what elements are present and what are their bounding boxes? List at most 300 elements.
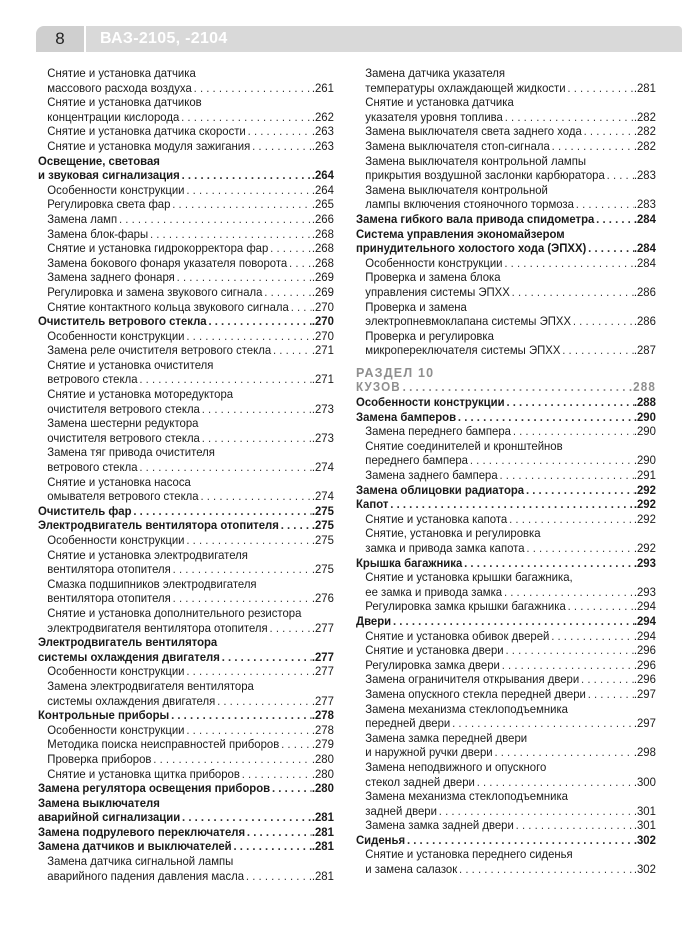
section-title-text: КУЗОВ (356, 380, 401, 395)
toc-entry-text: Освещение, световая (38, 153, 160, 168)
leader-dots (498, 468, 634, 483)
toc-entry[interactable] (356, 512, 656, 527)
leader-dots (279, 737, 312, 752)
toc-entry-text: Снятие и установка датчика (365, 95, 514, 110)
toc-entry[interactable] (38, 139, 334, 154)
toc-entry-text: электродвигателя вентилятора отопителя (47, 620, 268, 635)
toc-entry-page: .270 (311, 328, 334, 343)
toc-entry[interactable] (356, 760, 656, 789)
toc-entry-text: Замена выключателя стоп-сигнала (365, 138, 550, 153)
toc-entry[interactable] (356, 468, 656, 483)
toc-entry-text: указателя уровня топлива (365, 109, 503, 124)
leader-dots (579, 672, 634, 687)
leader-dots (289, 300, 312, 315)
toc-entry[interactable] (356, 329, 656, 358)
toc-entry[interactable] (38, 95, 334, 124)
toc-entry[interactable] (356, 687, 656, 702)
leader-dots (388, 497, 633, 512)
toc-entry-page: .284 (633, 211, 656, 226)
toc-entry-text: очистителя ветрового стекла (47, 430, 200, 445)
toc-heading-entry[interactable] (38, 154, 334, 183)
toc-entry[interactable] (38, 358, 334, 387)
toc-entry[interactable] (38, 533, 334, 548)
leader-dots (132, 504, 312, 519)
toc-entry-page: .261 (311, 80, 334, 95)
toc-entry-text: Крышка багажника (356, 555, 463, 570)
toc-entry-page: .275 (311, 562, 334, 577)
toc-entry-text: Замена подрулевого переключателя (38, 824, 246, 839)
toc-entry-text: замка и привода замка капота (365, 541, 525, 555)
toc-entry-text: вентилятора отопителя (47, 562, 171, 577)
leader-dots (185, 664, 312, 679)
toc-entry-page: .286 (633, 314, 656, 329)
toc-entry-text: ветрового стекла (47, 460, 138, 475)
toc-entry-text: Методика поиска неисправностей приборов (47, 737, 280, 752)
toc-entry-text: ветрового стекла (47, 372, 138, 387)
toc-entry-text: задней двери (365, 803, 437, 818)
toc-entry[interactable] (356, 643, 656, 658)
toc-heading-entry[interactable] (38, 796, 334, 825)
toc-entry-page: .274 (311, 460, 334, 475)
leader-dots (560, 343, 633, 358)
toc-entry-page: .262 (311, 109, 334, 124)
leader-dots (232, 839, 312, 854)
toc-entry-text: Снятие, установка и регулировка (365, 526, 541, 541)
toc-entry[interactable] (38, 577, 334, 606)
toc-entry-text: Особенности конструкции (47, 328, 185, 343)
toc-heading-entry[interactable] (38, 635, 334, 664)
toc-entry-page: .294 (633, 599, 656, 614)
leader-dots (262, 285, 311, 300)
toc-entry-text: массового расхода воздуха (47, 80, 192, 95)
leader-dots (180, 168, 312, 183)
toc-entry-page: .290 (633, 409, 656, 424)
toc-entry-text: микропереключателя системы ЭПХХ (365, 343, 561, 358)
toc-entry-page: .278 (311, 722, 334, 737)
toc-entry-text: Снятие и установка датчика скорости (47, 124, 246, 139)
toc-entry-text: Особенности конструкции (356, 395, 505, 410)
toc-entry-page: .274 (311, 489, 334, 504)
toc-entry-text: Замена выключателя контрольной (365, 182, 548, 197)
toc-entry[interactable] (38, 548, 334, 577)
toc-heading-entry[interactable] (38, 708, 334, 723)
toc-entry-text: Замена опускного стекла передней двери (365, 686, 586, 701)
toc-entry-page: .296 (633, 672, 656, 687)
leader-dots (391, 614, 634, 629)
toc-entry-text: стекол задней двери (365, 774, 475, 789)
toc-entry-text: Снятие и установка электродвигателя (47, 547, 248, 562)
toc-entry-text: Замена ламп (47, 211, 118, 226)
toc-entry-text: Снятие и установка гидрокорректора фар (47, 241, 269, 256)
leader-dots (437, 804, 634, 819)
toc-entry-page: .263 (311, 138, 334, 153)
toc-entry-text: Электродвигатель вентилятора отопителя (38, 518, 279, 533)
toc-heading-entry[interactable] (356, 227, 656, 256)
toc-entry-text: Замена выключателя света заднего хода (365, 124, 582, 139)
toc-entry[interactable] (356, 256, 656, 271)
leader-dots (462, 556, 634, 571)
toc-entry[interactable] (38, 183, 334, 198)
toc-entry[interactable] (38, 285, 334, 300)
leader-dots (549, 629, 633, 644)
toc-entry-page: .296 (633, 657, 656, 672)
toc-entry-page: .268 (311, 255, 334, 270)
toc-entry-page: .264 (311, 182, 334, 197)
section-page: .288 (628, 380, 656, 395)
toc-entry-text: Замена переднего бампера (365, 424, 511, 439)
leader-dots (456, 410, 634, 425)
toc-entry-page: .287 (633, 343, 656, 358)
leader-dots (566, 81, 634, 96)
toc-heading-entry[interactable] (356, 614, 656, 629)
toc-entry-text: Регулировка света фар (47, 197, 171, 212)
leader-dots (271, 343, 312, 358)
toc-entry-text: Снятие и установка очистителя (47, 357, 214, 372)
leader-dots (180, 810, 312, 825)
toc-entry[interactable] (356, 526, 656, 555)
toc-entry-page: .297 (633, 716, 656, 731)
toc-entry-page: .300 (633, 774, 656, 789)
toc-entry-text: Проверка и замена (365, 299, 467, 314)
leader-dots (586, 687, 634, 702)
toc-entry-text: лампы включения стояночного тормоза (365, 197, 574, 212)
leader-dots (200, 431, 312, 446)
leader-dots (215, 694, 312, 709)
toc-entry-text: Снятие соединителей и кронштейнов (365, 438, 563, 453)
toc-entry-text: Замена выключателя (38, 795, 160, 810)
page-header (36, 26, 682, 52)
toc-entry[interactable] (356, 789, 656, 818)
toc-entry-page: .296 (633, 643, 656, 658)
toc-entry-text: системы охлаждения двигателя (47, 693, 216, 708)
leader-dots (450, 716, 634, 731)
toc-entry[interactable] (38, 606, 334, 635)
toc-heading-entry[interactable] (38, 825, 334, 840)
toc-entry-text: и наружной ручки двери (365, 745, 493, 760)
toc-entry-text: Особенности конструкции (47, 722, 185, 737)
toc-entry-text: Замена механизма стеклоподъемника (365, 789, 568, 804)
toc-entry-text: Снятие и установка датчиков (47, 95, 202, 110)
toc-entry[interactable] (38, 329, 334, 344)
toc-entry[interactable] (356, 599, 656, 614)
leader-dots (279, 518, 312, 533)
toc-entry[interactable] (38, 343, 334, 358)
toc-heading-entry[interactable] (38, 314, 334, 329)
toc-heading-entry[interactable] (38, 518, 334, 533)
toc-entry-page: .280 (311, 766, 334, 781)
toc-entry-page: .284 (633, 255, 656, 270)
toc-entry[interactable] (38, 66, 334, 95)
toc-entry-text: Замена блок-фары (47, 226, 149, 241)
leader-dots (511, 424, 634, 439)
toc-entry-page: .271 (311, 372, 334, 387)
leader-dots (185, 723, 312, 738)
toc-entry-page: .301 (633, 803, 656, 818)
section-label: РАЗДЕЛ 10 (356, 365, 435, 380)
toc-entry-page: .282 (633, 124, 656, 139)
toc-entry-page: .284 (633, 241, 656, 256)
toc-entry-page: .282 (633, 109, 656, 124)
toc-entry-text: системы охлаждения двигателя (38, 649, 220, 664)
toc-entry-text: ее замка и привода замка (365, 584, 503, 599)
leader-dots (401, 380, 629, 395)
toc-entry-page: .278 (311, 708, 334, 723)
toc-entry-text: Очиститель фар (38, 503, 132, 518)
toc-entry[interactable] (38, 445, 334, 474)
toc-entry-page: .279 (311, 737, 334, 752)
toc-entry[interactable] (38, 767, 334, 782)
toc-entry[interactable] (356, 270, 656, 299)
toc-entry-text: омывателя ветрового стекла (47, 489, 199, 504)
toc-entry[interactable] (356, 731, 656, 760)
toc-entry-page: .293 (633, 555, 656, 570)
leader-dots (185, 183, 312, 198)
toc-entry-text: Снятие и установка дополнительного резистора (47, 605, 302, 620)
toc-entry-page: .277 (311, 649, 334, 664)
toc-entry-page: .301 (633, 818, 656, 833)
leader-dots (594, 212, 634, 227)
toc-entry-page: .293 (633, 584, 656, 599)
toc-entry-text: Очиститель ветрового стекла (38, 314, 207, 329)
toc-heading-entry[interactable] (38, 504, 334, 519)
toc-entry[interactable] (356, 629, 656, 644)
toc-entry[interactable] (38, 679, 334, 708)
toc-entry-page: .290 (633, 453, 656, 468)
leader-dots (171, 562, 312, 577)
leader-dots (500, 658, 634, 673)
toc-entry-text: Снятие и установка щитка приборов (47, 766, 240, 781)
leader-dots (185, 329, 312, 344)
toc-entry-text: и замена салазок (365, 862, 458, 877)
running-title: ВАЗ-2105, -2104 (100, 30, 228, 47)
toc-entry-page: .275 (311, 503, 334, 518)
leader-dots (507, 512, 634, 527)
toc-heading-entry[interactable] (356, 556, 656, 571)
toc-entry-page: .275 (311, 518, 334, 533)
toc-entry-text: Снятие и установка переднего сиденья (365, 847, 573, 862)
toc-heading-entry[interactable] (38, 781, 334, 796)
leader-dots (524, 483, 634, 498)
toc-entry-text: Электродвигатель вентилятора (38, 635, 218, 650)
toc-heading-entry[interactable] (356, 395, 656, 410)
toc-entry[interactable] (356, 672, 656, 687)
toc-entry[interactable] (38, 124, 334, 139)
toc-heading-entry[interactable] (38, 839, 334, 854)
toc-entry-text: Особенности конструкции (365, 255, 503, 270)
toc-entry-text: Регулировка замка крышки багажника (365, 599, 566, 614)
toc-entry-text: переднего бампера (365, 453, 468, 468)
toc-entry[interactable] (38, 197, 334, 212)
leader-dots (220, 650, 312, 665)
toc-entry-text: Снятие и установка двери (365, 643, 504, 658)
toc-entry[interactable] (356, 95, 656, 124)
toc-entry[interactable] (38, 300, 334, 315)
toc-entry[interactable] (356, 570, 656, 599)
toc-entry[interactable] (38, 241, 334, 256)
toc-entry-text: Особенности конструкции (47, 533, 185, 547)
toc-left-column (38, 66, 334, 883)
toc-entry-text: Смазка подшипников электродвигателя (47, 576, 257, 591)
toc-entry-text: температуры охлаждающей жидкости (365, 80, 566, 95)
toc-entry-text: электропневмоклапана системы ЭПХХ (365, 314, 572, 329)
leader-dots (246, 124, 312, 139)
toc-entry[interactable] (356, 183, 656, 212)
toc-entry[interactable] (38, 737, 334, 752)
toc-entry[interactable] (356, 424, 656, 439)
leader-dots (405, 833, 634, 848)
toc-entry[interactable] (38, 270, 334, 285)
page-number: 8 (36, 26, 84, 52)
toc-entry-page: .281 (633, 80, 656, 95)
leader-dots (244, 869, 312, 884)
leader-dots (514, 818, 634, 833)
toc-entry-page: .277 (311, 693, 334, 708)
toc-entry[interactable] (356, 658, 656, 673)
toc-entry-text: управления системы ЭПХХ (365, 284, 510, 299)
toc-entry-text: Проверка и регулировка (365, 328, 494, 343)
toc-entry-page: .268 (311, 241, 334, 256)
section-title[interactable] (356, 380, 656, 395)
running-title-bar (86, 26, 682, 52)
toc-entry-text: Замена бамперов (356, 409, 457, 424)
toc-entry[interactable] (356, 702, 656, 731)
toc-entry-text: Снятие и установка датчика (47, 66, 196, 80)
leader-dots (475, 775, 634, 790)
toc-entry-text: и звуковая сигнализация (38, 168, 180, 183)
leader-dots (200, 402, 312, 417)
toc-entry-text: Снятие и установка насоса (47, 474, 191, 489)
toc-entry-text: Система управления экономайзером (356, 226, 565, 241)
toc-entry-page: .292 (633, 541, 656, 555)
toc-entry-text: Замена заднего бампера (365, 468, 498, 483)
leader-dots (151, 752, 311, 767)
toc-entry-text: вентилятора отопителя (47, 591, 171, 606)
toc-entry-text: Снятие контактного кольца звукового сигнала (47, 299, 289, 314)
toc-entry-page: .280 (311, 751, 334, 766)
toc-entry-text: Сиденья (356, 832, 406, 847)
toc-entry[interactable] (38, 212, 334, 227)
leader-dots (268, 621, 312, 636)
toc-entry-page: .275 (311, 533, 334, 547)
toc-entry-page: .269 (311, 270, 334, 285)
toc-entry-page: .302 (633, 832, 656, 847)
toc-entry-page: .302 (633, 862, 656, 877)
leader-dots (199, 489, 312, 504)
toc-entry-page: .268 (311, 226, 334, 241)
toc-entry-page: .265 (311, 197, 334, 212)
toc-entry-page: .291 (633, 468, 656, 483)
toc-entry-text: Контрольные приборы (38, 708, 170, 723)
toc-entry[interactable] (38, 256, 334, 271)
leader-dots (550, 139, 634, 154)
leader-dots (586, 241, 634, 256)
toc-entry[interactable] (38, 416, 334, 445)
toc-entry-page: .294 (633, 613, 656, 628)
toc-entry-text: Замена облицовки радиатора (356, 482, 525, 497)
toc-heading-entry[interactable] (356, 483, 656, 498)
toc-entry-page: .281 (311, 868, 334, 883)
toc-entry-page: .297 (633, 686, 656, 701)
toc-heading-entry[interactable] (356, 410, 656, 425)
toc-entry[interactable] (356, 124, 656, 139)
toc-entry-text: концентрации кислорода (47, 109, 180, 124)
leader-dots (192, 81, 312, 96)
toc-entry[interactable] (38, 387, 334, 416)
leader-dots (503, 110, 634, 125)
toc-entry-page: .290 (633, 424, 656, 439)
toc-entry[interactable] (356, 154, 656, 183)
leader-dots (468, 453, 634, 468)
leader-dots (117, 212, 312, 227)
leader-dots (457, 862, 634, 877)
toc-entry-page: .271 (311, 343, 334, 358)
toc-entry-text: Замена электродвигателя вентилятора (47, 678, 254, 693)
leader-dots (574, 197, 634, 212)
leader-dots (148, 227, 312, 242)
toc-entry-text: аварийного падения давления масла (47, 868, 245, 883)
leader-dots (605, 168, 634, 183)
toc-entry-text: Замена датчика указателя (365, 66, 506, 80)
toc-entry-text: Замена выключателя контрольной лампы (365, 153, 586, 168)
toc-entry[interactable] (356, 818, 656, 833)
toc-entry-text: Регулировка замка двери (365, 657, 500, 672)
leader-dots (268, 241, 312, 256)
toc-entry[interactable] (356, 439, 656, 468)
toc-entry-text: Замена гибкого вала привода спидометра (356, 211, 595, 226)
toc-entry[interactable] (356, 300, 656, 329)
toc-entry-text: Замена заднего фонаря (47, 270, 175, 285)
toc-entry-text: Проверка приборов (47, 751, 152, 766)
toc-entry-text: Особенности конструкции (47, 664, 185, 679)
toc-entry-text: Замена тяг привода очистителя (47, 445, 215, 460)
leader-dots (582, 124, 634, 139)
toc-entry-text: Замена датчиков и выключателей (38, 839, 232, 854)
leader-dots (287, 256, 312, 271)
toc-entry-page: .270 (311, 314, 334, 329)
toc-entry-text: прикрытия воздушной заслонки карбюратора (365, 168, 605, 183)
toc-heading-entry[interactable] (356, 833, 656, 848)
toc-entry[interactable] (38, 227, 334, 242)
toc-entry[interactable] (356, 66, 656, 95)
toc-entry-page: .269 (311, 284, 334, 299)
toc-entry-text: Особенности конструкции (47, 182, 185, 197)
toc-heading-entry[interactable] (356, 497, 656, 512)
toc-heading-entry[interactable] (356, 212, 656, 227)
toc-entry-page: .298 (633, 745, 656, 760)
toc-entry-page: .281 (311, 824, 334, 839)
toc-entry-text: Снятие и установка крышки багажника, (365, 570, 573, 585)
toc-entry[interactable] (356, 847, 656, 876)
toc-entry[interactable] (38, 854, 334, 883)
toc-entry[interactable] (38, 752, 334, 767)
toc-entry-text: Капот (356, 497, 389, 512)
toc-entry[interactable] (38, 664, 334, 679)
toc-entry-text: Замена датчика сигнальной лампы (47, 854, 234, 869)
leader-dots (566, 599, 634, 614)
toc-entry-text: Снятие и установка капота (365, 511, 508, 526)
toc-entry-text: Проверка и замена блока (365, 270, 501, 285)
leader-dots (170, 197, 311, 212)
toc-entry-page: .263 (311, 124, 334, 139)
toc-entry-text: Замена неподвижного и опускного (365, 759, 547, 774)
toc-entry-text: Замена замка задней двери (365, 818, 514, 833)
toc-entry-text: принудительного холостого хода (ЭПХХ) (356, 241, 587, 256)
toc-entry-text: очистителя ветрового стекла (47, 401, 200, 416)
toc-entry[interactable] (38, 723, 334, 738)
toc-entry[interactable] (38, 475, 334, 504)
toc-entry[interactable] (356, 139, 656, 154)
leader-dots (137, 460, 311, 475)
